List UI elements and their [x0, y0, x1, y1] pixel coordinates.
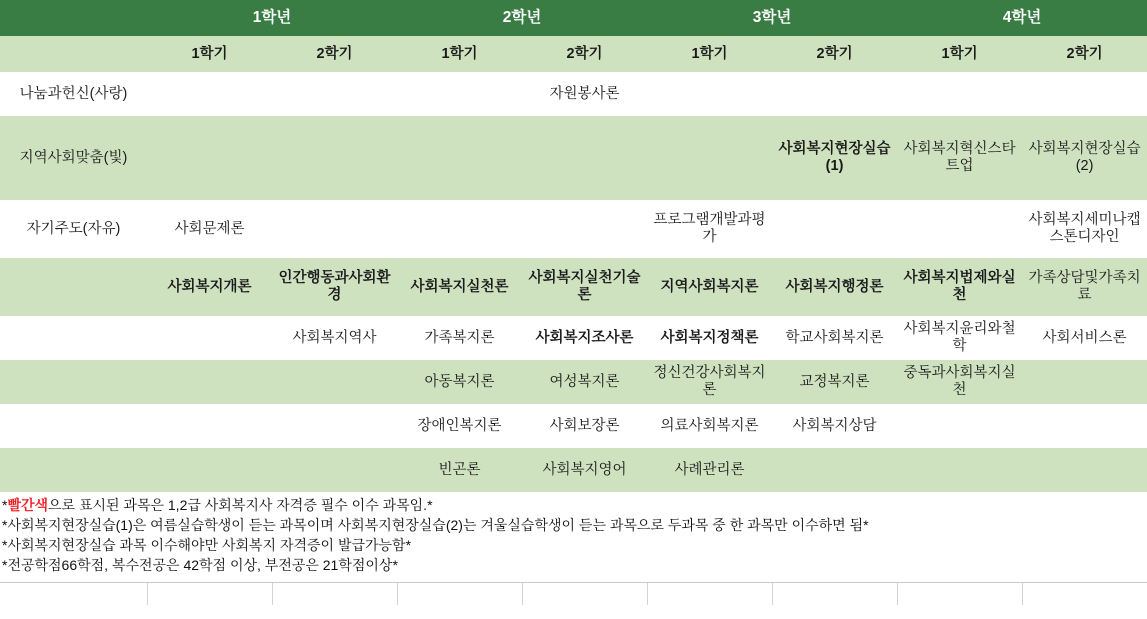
header-term-corner-cell: [0, 36, 147, 72]
row-category-label: [0, 448, 147, 492]
header-term-cell: 1학기: [647, 36, 772, 72]
header-year-row: [0, 0, 1147, 36]
note-red-keyword: 빨간색: [7, 497, 49, 513]
empty-cell: [522, 200, 647, 258]
empty-cell: [897, 448, 1022, 492]
course-cell[interactable]: 사회복지실천론: [397, 258, 522, 316]
note-line-3: *사회복지현장실습 과목 이수해야만 사회복지 자격증이 발급가능함*: [2, 536, 412, 553]
course-cell-text: 사회복지현장실습(2): [1028, 141, 1141, 174]
course-cell[interactable]: 빈곤론: [397, 448, 522, 492]
empty-cell: [1022, 404, 1147, 448]
course-cell[interactable]: 사회복지정책론: [647, 316, 772, 360]
course-cell[interactable]: 프로그램개발과평가: [647, 200, 772, 258]
course-cell[interactable]: 교정복지론: [772, 360, 897, 404]
row-category-label: [0, 360, 147, 404]
empty-cell: [272, 448, 397, 492]
notes-block: [0, 492, 1147, 576]
empty-cell: [147, 72, 272, 116]
course-cell[interactable]: 사례관리론: [647, 448, 772, 492]
empty-cell: [147, 448, 272, 492]
table-row: [0, 316, 1147, 360]
header-year-cell: 1학년: [147, 0, 397, 36]
header-term-cell: 2학기: [522, 36, 647, 72]
course-cell[interactable]: 가족상담및가족치료: [1022, 258, 1147, 316]
note-line-1-rest: 으로 표시된 과목은 1,2급 사회복지사 자격증 필수 이수 과목임.*: [48, 497, 433, 513]
empty-cell: [272, 200, 397, 258]
course-cell[interactable]: 사회복지실천기술론: [522, 258, 647, 316]
header-corner-cell: [0, 0, 147, 36]
empty-cell: [1022, 116, 1147, 200]
course-cell[interactable]: 가족복지론: [397, 316, 522, 360]
empty-cell: [147, 360, 272, 404]
course-cell[interactable]: 사회복지세미나캡스톤디자인: [1022, 200, 1147, 258]
empty-cell: [397, 116, 522, 200]
empty-cell: [147, 116, 272, 200]
course-cell[interactable]: 사회복지역사: [272, 316, 397, 360]
row-category-label: 자기주도(자유): [0, 200, 147, 258]
empty-cell: [1022, 360, 1147, 404]
header-year-cell: 4학년: [897, 0, 1147, 36]
course-cell[interactable]: 학교사회복지론: [772, 316, 897, 360]
empty-cell: [272, 72, 397, 116]
table-row: [0, 200, 1147, 258]
empty-cell: [272, 116, 397, 200]
course-cell[interactable]: 사회복지개론: [147, 258, 272, 316]
note-asterisk: *: [2, 497, 8, 513]
course-cell[interactable]: 사회복지윤리와철학: [897, 316, 1022, 360]
empty-cell: [897, 404, 1022, 448]
row-category-label: [0, 316, 147, 360]
row-category-label: [0, 404, 147, 448]
course-cell[interactable]: 사회서비스론: [1022, 316, 1147, 360]
course-cell[interactable]: 사회복지현장실습(1): [772, 116, 897, 200]
empty-cell: [147, 316, 272, 360]
empty-cell: [772, 200, 897, 258]
empty-cell: [772, 448, 897, 492]
course-cell[interactable]: 인간행동과사회환경: [272, 258, 397, 316]
empty-cell: [772, 72, 897, 116]
table-row: [0, 404, 1147, 448]
empty-cell: [1022, 72, 1147, 116]
course-cell[interactable]: 아동복지론: [397, 360, 522, 404]
header-term-cell: 2학기: [1022, 36, 1147, 72]
header-term-cell: 1학기: [147, 36, 272, 72]
empty-cell: [397, 72, 522, 116]
empty-cell: [647, 116, 772, 200]
header-year-cell: 2학년: [397, 0, 647, 36]
course-cell[interactable]: 지역사회복지론: [647, 258, 772, 316]
table-row: [0, 360, 1147, 404]
course-cell[interactable]: 사회복지행정론: [772, 258, 897, 316]
note-line-1: [2, 496, 1147, 516]
course-cell[interactable]: 여성복지론: [522, 360, 647, 404]
empty-cell: [147, 404, 272, 448]
empty-cell: [522, 116, 647, 200]
row-category-label: 나눔과헌신(사랑): [0, 72, 147, 116]
course-cell[interactable]: 의료사회복지론: [647, 404, 772, 448]
empty-cell: [272, 404, 397, 448]
empty-cell: [647, 72, 772, 116]
footer-rule: [0, 582, 1147, 605]
note-line-4: *전공학점66학점, 복수전공은 42학점 이상, 부전공은 21학점이상*: [2, 556, 398, 573]
header-term-cell: 1학기: [897, 36, 1022, 72]
table-row: [0, 448, 1147, 492]
empty-cell: [397, 200, 522, 258]
course-cell[interactable]: 사회복지혁신스타트업: [897, 116, 1022, 200]
row-category-label: 지역사회맞춤(빛): [0, 116, 147, 200]
course-cell[interactable]: 중독과사회복지실천: [897, 360, 1022, 404]
course-cell[interactable]: 사회보장론: [522, 404, 647, 448]
note-line-2: *사회복지현장실습(1)은 여름실습학생이 듣는 과목이며 사회복지현장실습(2)는 겨울실습학생이 듣는 과목으로 두과목 중 한 과목만 이수하면 됨*: [2, 516, 869, 533]
header-year-cell: 3학년: [647, 0, 897, 36]
course-cell[interactable]: 사회복지조사론: [522, 316, 647, 360]
empty-cell: [897, 72, 1022, 116]
course-cell[interactable]: 사회복지법제와실천: [897, 258, 1022, 316]
table-row: [0, 258, 1147, 316]
header-term-cell: 1학기: [397, 36, 522, 72]
empty-cell: [1022, 448, 1147, 492]
empty-cell: [272, 360, 397, 404]
table-row: [0, 72, 1147, 116]
course-cell[interactable]: 사회문제론: [147, 200, 272, 258]
course-cell[interactable]: 사회복지영어: [522, 448, 647, 492]
empty-cell: [897, 200, 1022, 258]
header-term-cell: 2학기: [772, 36, 897, 72]
course-cell[interactable]: 정신건강사회복지론: [647, 360, 772, 404]
course-cell[interactable]: 장애인복지론: [397, 404, 522, 448]
course-cell[interactable]: 자원봉사론: [522, 72, 647, 116]
table-row: [0, 116, 1147, 200]
header-term-row: [0, 36, 1147, 72]
course-cell[interactable]: 사회복지상담: [772, 404, 897, 448]
row-category-label: [0, 258, 147, 316]
header-term-cell: 2학기: [272, 36, 397, 72]
